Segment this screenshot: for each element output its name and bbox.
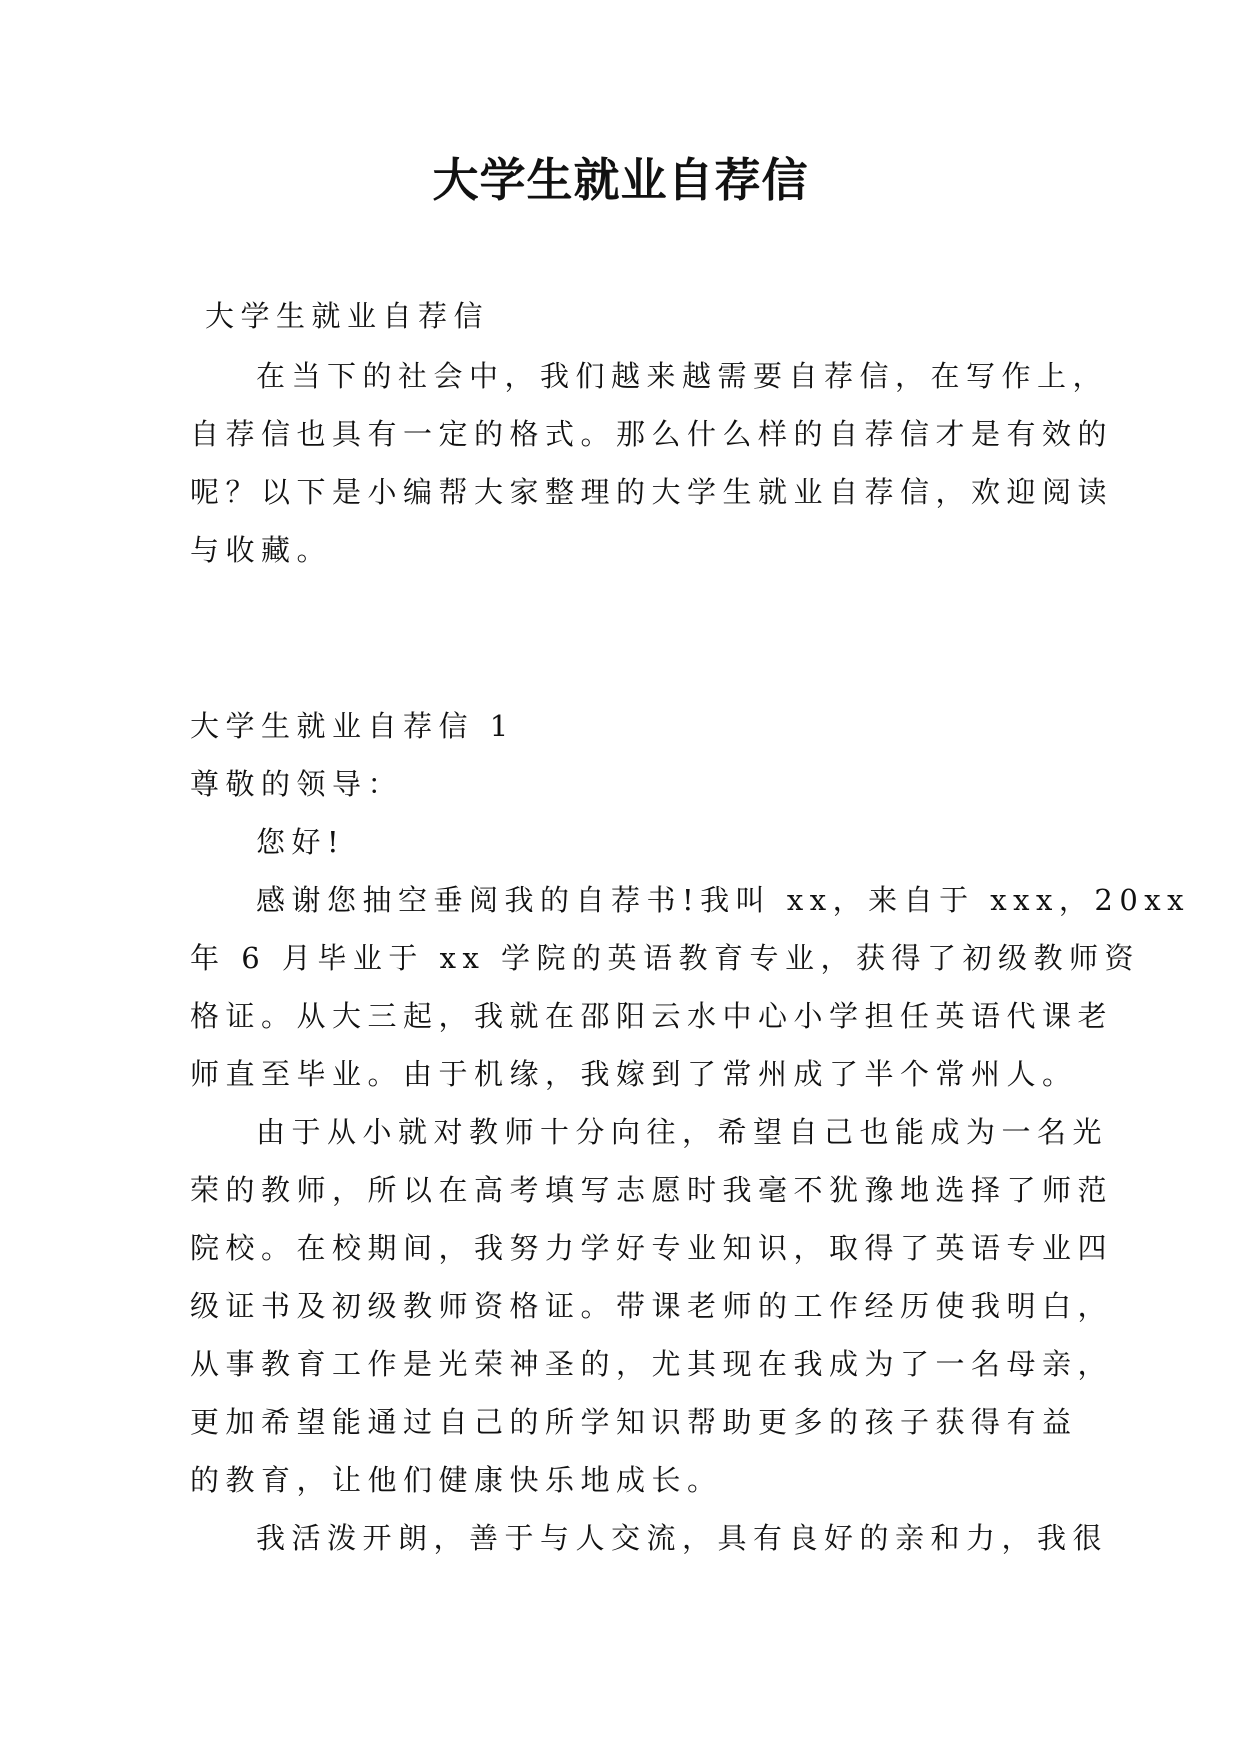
letter-heading: 大学生就业自荐信 1 xyxy=(190,709,515,743)
paragraph-line: 年 6 月毕业于 xx 学院的英语教育专业，获得了初级教师资 xyxy=(190,941,1141,975)
paragraph-line: 更加希望能通过自己的所学知识帮助更多的孩子获得有益 xyxy=(190,1405,1078,1439)
paragraph-line: 格证。从大三起，我就在邵阳云水中心小学担任英语代课老 xyxy=(190,999,1114,1033)
paragraph-line: 荣的教师，所以在高考填写志愿时我毫不犹豫地选择了师范 xyxy=(190,1173,1114,1207)
paragraph-line: 由于从小就对教师十分向往，希望自己也能成为一名光 xyxy=(256,1115,1109,1149)
intro-line: 与收藏。 xyxy=(190,533,333,567)
paragraph-line: 的教育，让他们健康快乐地成长。 xyxy=(190,1463,723,1497)
paragraph-line: 级证书及初级教师资格证。带课老师的工作经历使我明白， xyxy=(190,1289,1114,1323)
intro-line: 自荐信也具有一定的格式。那么什么样的自荐信才是有效的 xyxy=(190,417,1114,451)
greeting: 您好! xyxy=(256,825,346,859)
paragraph-line: 从事教育工作是光荣神圣的，尤其现在我成为了一名母亲， xyxy=(190,1347,1114,1381)
intro-line: 在当下的社会中，我们越来越需要自荐信，在写作上， xyxy=(256,359,1109,393)
intro-line: 呢？以下是小编帮大家整理的大学生就业自荐信，欢迎阅读 xyxy=(190,475,1114,509)
paragraph-line: 师直至毕业。由于机缘，我嫁到了常州成了半个常州人。 xyxy=(190,1057,1078,1091)
paragraph-line: 我活泼开朗，善于与人交流，具有良好的亲和力，我很 xyxy=(256,1521,1109,1555)
document-title: 大学生就业自荐信 xyxy=(432,153,809,207)
paragraph-line: 院校。在校期间，我努力学好专业知识，取得了英语专业四 xyxy=(190,1231,1114,1265)
intro-heading: 大学生就业自荐信 xyxy=(205,299,490,333)
paragraph-line: 感谢您抽空垂阅我的自荐书!我叫 xx，来自于 xxx，20xx xyxy=(256,883,1190,917)
salutation: 尊敬的领导： xyxy=(190,767,404,801)
